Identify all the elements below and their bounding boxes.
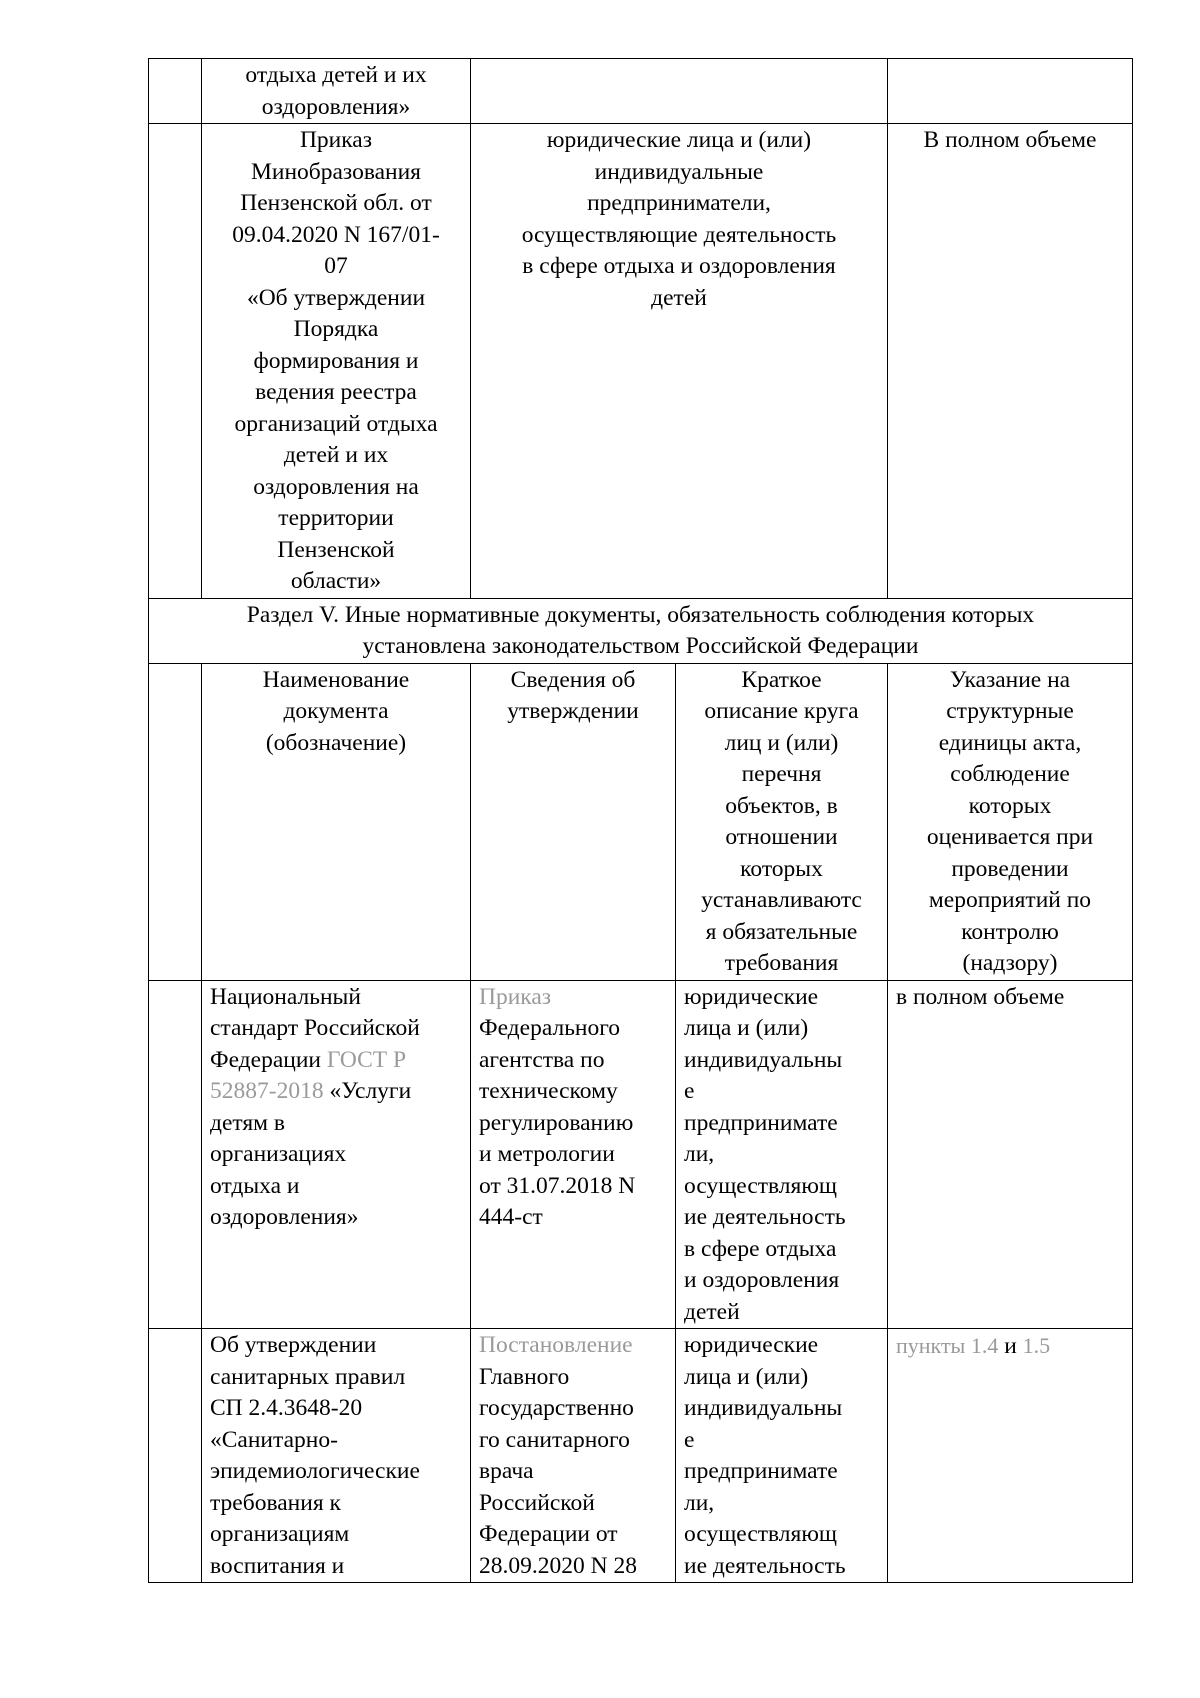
persons-cell: юридические лица и (или) индивидуальны е предпринимате ли, осуществляющ ие деятельность [676,1329,888,1583]
persons-cell [471,59,888,124]
document-name-cell: Об утверждении санитарных правил СП 2.4.3648-20 «Санитарно- эпидемиологические требования к организациям воспитания и [202,1329,471,1583]
gost-link[interactable]: ГОСТ Р 52887-2018 [210,1046,407,1104]
approval-cell [471,980,676,1329]
table-row [149,124,1133,599]
column-header-persons: Краткое описание круга лиц и (или) перечня объектов, в отношении которых устанавливаютс я обязательные требования [676,663,888,980]
approval-text: Федерального агентства по техническому регулированию и метрологии от 31.07.2018 N 444-ст [479,1015,636,1230]
scope-cell: В полном объеме [888,124,1133,599]
scope-cell [888,59,1133,124]
header-row [149,663,1133,980]
row-number-cell [149,980,202,1329]
document-name-text: Национальный стандарт Российской Федерации [210,983,420,1073]
document-name-cell [202,980,471,1329]
column-header-units: Указание на структурные единицы акта, соблюдение которых оценивается при проведении мероприятий по контролю (надзору) [888,663,1133,980]
approval-link[interactable]: Приказ [479,983,552,1010]
approval-text: Главного государственно го санитарного врача Российской Федерации от 28.09.2020 N 28 [479,1363,637,1579]
requirements-table [148,58,1133,1583]
persons-cell: юридические лица и (или) индивидуальны е предпринимате ли, осуществляющ ие деятельность в сфере отдыха и оздоровления детей [676,980,888,1329]
scope-and: и [998,1333,1023,1359]
approval-link[interactable]: Постановление [479,1332,633,1358]
scope-cell: в полном объеме [888,980,1133,1329]
scope-cell [888,1329,1133,1583]
row-number-cell [149,1329,202,1583]
column-header-name: Наименование документа (обозначение) [202,663,471,980]
document-name-cell: Приказ Минобразования Пензенской обл. от 09.04.2020 N 167/01- 07 «Об утверждении Порядка формирования и ведения реестра организаций отдыха детей и их оздоровления на территории Пензенской области» [202,124,471,599]
approval-cell [471,1329,676,1583]
document-name-text: «Услуги детям в организациях отдыха и оздоровления» [210,1078,412,1230]
section-row [149,598,1133,663]
table-row [149,980,1133,1329]
scope-link-2[interactable]: 1.5 [1022,1333,1051,1358]
row-number-cell [149,663,202,980]
document-name-cell: отдыха детей и их оздоровления» [202,59,471,124]
column-header-approval: Сведения об утверждении [471,663,676,980]
row-number-cell [149,124,202,599]
section-title: Раздел V. Иные нормативные документы, обязательность соблюдения которых установлена законодательством Российской Федерации [149,598,1133,663]
scope-link-1[interactable]: пункты 1.4 [896,1333,999,1358]
table-row [149,1329,1133,1583]
table-row [149,59,1133,124]
row-number-cell [149,59,202,124]
persons-cell: юридические лица и (или) индивидуальные предприниматели, осуществляющие деятельность в сфере отдыха и оздоровления детей [471,124,888,599]
